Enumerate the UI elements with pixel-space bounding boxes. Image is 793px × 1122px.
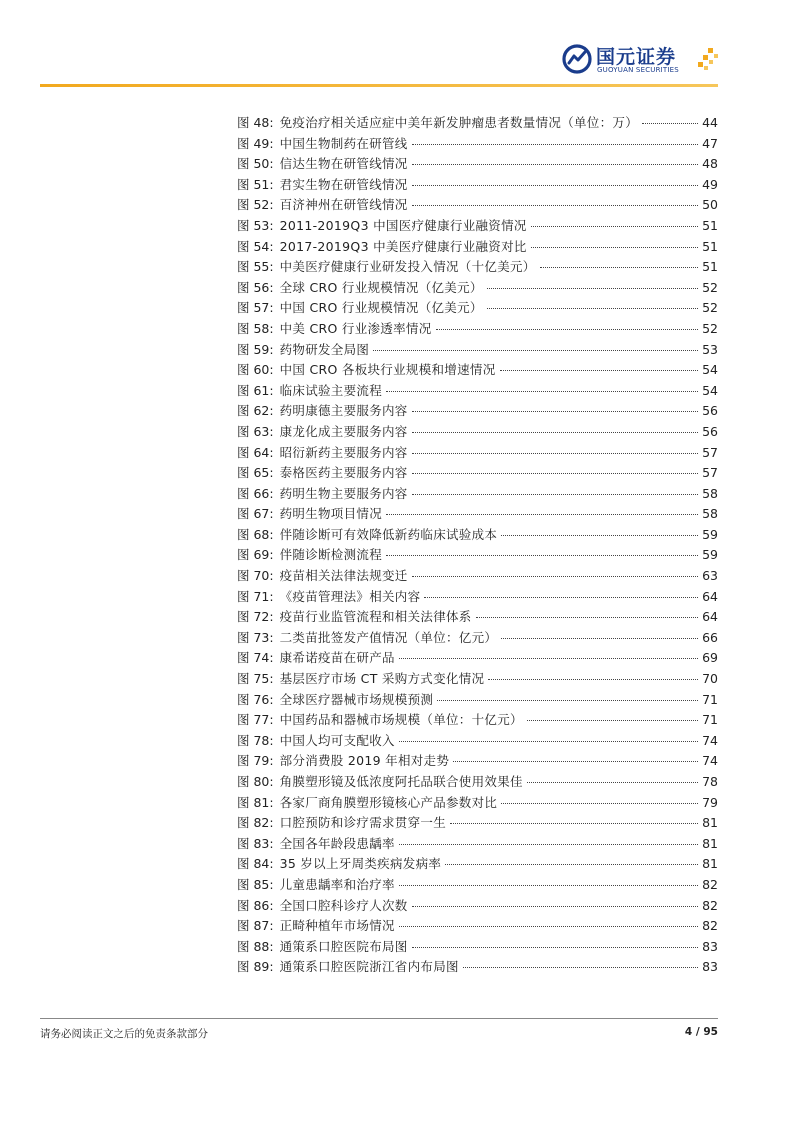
toc-figure-number: 图 82: bbox=[237, 815, 274, 831]
guoyuan-logo-icon bbox=[562, 44, 592, 74]
toc-dot-leader bbox=[412, 185, 698, 186]
toc-figure-title: 2017-2019Q3 中美医疗健康行业融资对比 bbox=[279, 238, 527, 254]
toc-page-number: 69 bbox=[702, 650, 718, 666]
toc-dot-leader bbox=[412, 164, 698, 165]
toc-dot-leader bbox=[412, 205, 698, 206]
toc-figure-title: 35 岁以上牙周类疾病发病率 bbox=[279, 856, 442, 872]
toc-figure-number: 图 66: bbox=[237, 485, 274, 501]
toc-page-number: 52 bbox=[702, 279, 718, 295]
toc-figure-title: 药物研发全局图 bbox=[279, 341, 370, 357]
page-number: 4 / 95 bbox=[684, 1026, 718, 1038]
toc-dot-leader bbox=[412, 411, 698, 412]
toc-dot-leader bbox=[540, 267, 698, 268]
toc-entry[interactable] bbox=[237, 381, 718, 402]
toc-dot-leader bbox=[373, 350, 698, 351]
toc-entry[interactable] bbox=[237, 937, 718, 958]
toc-entry[interactable] bbox=[237, 525, 718, 546]
toc-dot-leader bbox=[487, 308, 698, 309]
header-divider bbox=[40, 84, 718, 87]
toc-page-number: 70 bbox=[702, 671, 718, 687]
toc-entry[interactable] bbox=[237, 298, 718, 319]
toc-figure-title: 临床试验主要流程 bbox=[279, 382, 382, 398]
toc-page-number: 82 bbox=[702, 876, 718, 892]
toc-page-number: 49 bbox=[702, 176, 718, 192]
toc-entry[interactable] bbox=[237, 607, 718, 628]
toc-entry[interactable] bbox=[237, 793, 718, 814]
toc-dot-leader bbox=[412, 906, 698, 907]
toc-page-number: 56 bbox=[702, 403, 718, 419]
toc-figure-title: 中国药品和器械市场规模（单位：十亿元） bbox=[279, 712, 523, 728]
toc-figure-number: 图 61: bbox=[237, 382, 274, 398]
toc-dot-leader bbox=[531, 247, 698, 248]
toc-figure-title: 部分消费股 2019 年相对走势 bbox=[279, 753, 450, 769]
toc-figure-number: 图 76: bbox=[237, 691, 274, 707]
toc-figure-number: 图 71: bbox=[237, 588, 274, 604]
toc-page-number: 81 bbox=[702, 815, 718, 831]
toc-entry[interactable] bbox=[237, 257, 718, 278]
toc-figure-title: 中国人均可支配收入 bbox=[279, 732, 395, 748]
toc-figure-number: 图 51: bbox=[237, 176, 274, 192]
toc-figure-title: 二类苗批签发产值情况（单位：亿元） bbox=[279, 629, 498, 645]
footer-disclaimer: 请务必阅读正文之后的免责条款部分 bbox=[40, 1028, 208, 1040]
toc-figure-title: 康龙化成主要服务内容 bbox=[279, 423, 408, 439]
toc-dot-leader bbox=[399, 885, 698, 886]
toc-figure-number: 图 55: bbox=[237, 259, 274, 275]
toc-figure-title: 全国各年龄段患龋率 bbox=[279, 835, 395, 851]
toc-entry[interactable] bbox=[237, 896, 718, 917]
toc-figure-number: 图 60: bbox=[237, 362, 274, 378]
toc-figure-number: 图 83: bbox=[237, 835, 274, 851]
toc-figure-number: 图 85: bbox=[237, 876, 274, 892]
toc-figure-number: 图 73: bbox=[237, 629, 274, 645]
toc-figure-number: 图 79: bbox=[237, 753, 274, 769]
company-name-cn: 国元证券 bbox=[596, 46, 677, 68]
toc-figure-number: 图 49: bbox=[237, 135, 274, 151]
toc-entry[interactable] bbox=[237, 545, 718, 566]
footer-divider bbox=[40, 1018, 718, 1019]
toc-dot-leader bbox=[412, 453, 698, 454]
toc-figure-title: 药明康德主要服务内容 bbox=[279, 403, 408, 419]
toc-dot-leader bbox=[399, 844, 698, 845]
toc-dot-leader bbox=[412, 144, 698, 145]
toc-page-number: 52 bbox=[702, 300, 718, 316]
toc-figure-number: 图 52: bbox=[237, 197, 274, 213]
toc-entry[interactable] bbox=[237, 834, 718, 855]
toc-entry[interactable] bbox=[237, 443, 718, 464]
toc-page-number: 53 bbox=[702, 341, 718, 357]
toc-dot-leader bbox=[399, 658, 698, 659]
toc-page-number: 58 bbox=[702, 506, 718, 522]
toc-figure-number: 图 87: bbox=[237, 918, 274, 934]
toc-figure-title: 中美医疗健康行业研发投入情况（十亿美元） bbox=[279, 259, 536, 275]
toc-entry[interactable] bbox=[237, 484, 718, 505]
toc-figure-number: 图 57: bbox=[237, 300, 274, 316]
toc-figure-number: 图 62: bbox=[237, 403, 274, 419]
toc-dot-leader bbox=[487, 288, 698, 289]
toc-page-number: 57 bbox=[702, 465, 718, 481]
toc-dot-leader bbox=[531, 226, 698, 227]
toc-figure-title: 正畸种植年市场情况 bbox=[279, 918, 395, 934]
toc-dot-leader bbox=[453, 761, 698, 762]
toc-figure-number: 图 53: bbox=[237, 217, 274, 233]
toc-page-number: 81 bbox=[702, 856, 718, 872]
toc-figure-title: 中国 CRO 行业规模情况（亿美元） bbox=[279, 300, 483, 316]
toc-page-number: 44 bbox=[702, 115, 718, 130]
toc-dot-leader bbox=[437, 700, 698, 701]
toc-figure-title: 通策系口腔医院浙江省内布局图 bbox=[279, 959, 459, 975]
toc-entry[interactable] bbox=[237, 216, 718, 237]
toc-dot-leader bbox=[412, 494, 698, 495]
toc-page-number: 51 bbox=[702, 217, 718, 233]
toc-dot-leader bbox=[642, 123, 698, 124]
toc-entry[interactable] bbox=[237, 463, 718, 484]
toc-dot-leader bbox=[501, 803, 698, 804]
toc-figure-number: 图 69: bbox=[237, 547, 274, 563]
toc-figure-number: 图 54: bbox=[237, 238, 274, 254]
toc-figure-title: 各家厂商角膜塑形镜核心产品参数对比 bbox=[279, 794, 498, 810]
toc-figure-title: 康希诺疫苗在研产品 bbox=[279, 650, 395, 666]
toc-page-number: 58 bbox=[702, 485, 718, 501]
toc-figure-number: 图 72: bbox=[237, 609, 274, 625]
toc-page-number: 82 bbox=[702, 897, 718, 913]
toc-page-number: 48 bbox=[702, 156, 718, 172]
toc-figure-number: 图 58: bbox=[237, 320, 274, 336]
toc-figure-title: 中美 CRO 行业渗透率情况 bbox=[279, 320, 432, 336]
company-logo bbox=[562, 42, 722, 78]
toc-entry[interactable] bbox=[237, 401, 718, 422]
toc-entry[interactable] bbox=[237, 690, 718, 711]
toc-page-number: 47 bbox=[702, 135, 718, 151]
toc-dot-leader bbox=[436, 329, 699, 330]
toc-entry[interactable] bbox=[237, 175, 718, 196]
toc-page-number: 82 bbox=[702, 918, 718, 934]
toc-dot-leader bbox=[424, 597, 698, 598]
toc-page-number: 59 bbox=[702, 547, 718, 563]
toc-dot-leader bbox=[412, 947, 698, 948]
toc-figure-number: 图 65: bbox=[237, 465, 274, 481]
toc-figure-title: 泰格医药主要服务内容 bbox=[279, 465, 408, 481]
toc-dot-leader bbox=[445, 864, 698, 865]
toc-figure-title: 信达生物在研管线情况 bbox=[279, 156, 408, 172]
company-name-en: GUOYUAN SECURITIES bbox=[597, 66, 679, 74]
toc-entry[interactable] bbox=[237, 772, 718, 793]
toc-figure-title: 口腔预防和诊疗需求贯穿一生 bbox=[279, 815, 446, 831]
table-of-figures bbox=[237, 113, 718, 978]
toc-page-number: 63 bbox=[702, 568, 718, 584]
toc-dot-leader bbox=[527, 782, 698, 783]
toc-entry[interactable] bbox=[237, 504, 718, 525]
toc-figure-title: 中国 CRO 各板块行业规模和增速情况 bbox=[279, 362, 496, 378]
toc-dot-leader bbox=[501, 535, 698, 536]
toc-entry[interactable] bbox=[237, 319, 718, 340]
toc-entry[interactable] bbox=[237, 422, 718, 443]
toc-page-number: 79 bbox=[702, 794, 718, 810]
toc-dot-leader bbox=[500, 370, 699, 371]
toc-figure-number: 图 81: bbox=[237, 794, 274, 810]
toc-page-number: 78 bbox=[702, 774, 718, 789]
toc-figure-title: 基层医疗市场 CT 采购方式变化情况 bbox=[279, 671, 485, 687]
logo-decoration-icon bbox=[694, 46, 720, 72]
toc-dot-leader bbox=[476, 617, 698, 618]
toc-page-number: 74 bbox=[702, 753, 718, 769]
toc-figure-title: 伴随诊断可有效降低新药临床试验成本 bbox=[279, 526, 498, 542]
toc-figure-title: 药明生物项目情况 bbox=[279, 506, 382, 522]
toc-entry[interactable] bbox=[237, 340, 718, 361]
toc-figure-number: 图 48: bbox=[237, 115, 274, 130]
toc-entry[interactable] bbox=[237, 360, 718, 381]
toc-figure-title: 通策系口腔医院布局图 bbox=[279, 938, 408, 954]
toc-figure-number: 图 67: bbox=[237, 506, 274, 522]
toc-dot-leader bbox=[386, 555, 698, 556]
toc-dot-leader bbox=[412, 576, 698, 577]
toc-page-number: 54 bbox=[702, 362, 718, 378]
toc-figure-number: 图 77: bbox=[237, 712, 274, 728]
toc-figure-title: 全球医疗器械市场规模预测 bbox=[279, 691, 434, 707]
toc-page-number: 59 bbox=[702, 526, 718, 542]
toc-dot-leader bbox=[463, 967, 698, 968]
toc-figure-title: 伴随诊断检测流程 bbox=[279, 547, 382, 563]
toc-figure-title: 中国生物制药在研管线 bbox=[279, 135, 408, 151]
toc-page-number: 64 bbox=[702, 588, 718, 604]
toc-entry[interactable] bbox=[237, 195, 718, 216]
toc-entry[interactable] bbox=[237, 854, 718, 875]
toc-figure-number: 图 56: bbox=[237, 279, 274, 295]
toc-figure-number: 图 50: bbox=[237, 156, 274, 172]
toc-dot-leader bbox=[399, 926, 698, 927]
toc-figure-title: 儿童患龋率和治疗率 bbox=[279, 876, 395, 892]
toc-figure-title: 疫苗行业监管流程和相关法律体系 bbox=[279, 609, 472, 625]
toc-figure-number: 图 68: bbox=[237, 526, 274, 542]
toc-figure-title: 《疫苗管理法》相关内容 bbox=[279, 588, 421, 604]
toc-figure-number: 图 80: bbox=[237, 774, 274, 789]
toc-dot-leader bbox=[412, 473, 698, 474]
toc-figure-title: 百济神州在研管线情况 bbox=[279, 197, 408, 213]
toc-dot-leader bbox=[488, 679, 698, 680]
toc-dot-leader bbox=[527, 720, 698, 721]
toc-figure-number: 图 63: bbox=[237, 423, 274, 439]
toc-dot-leader bbox=[412, 432, 698, 433]
toc-figure-title: 免疫治疗相关适应症中美年新发肿瘤患者数量情况（单位：万） bbox=[279, 115, 638, 130]
toc-entry[interactable] bbox=[237, 813, 718, 834]
toc-entry[interactable] bbox=[237, 237, 718, 258]
toc-figure-number: 图 75: bbox=[237, 671, 274, 687]
toc-figure-number: 图 89: bbox=[237, 959, 274, 975]
toc-page-number: 64 bbox=[702, 609, 718, 625]
toc-figure-title: 全球 CRO 行业规模情况（亿美元） bbox=[279, 279, 483, 295]
toc-figure-number: 图 74: bbox=[237, 650, 274, 666]
toc-page-number: 51 bbox=[702, 259, 718, 275]
toc-figure-title: 药明生物主要服务内容 bbox=[279, 485, 408, 501]
toc-entry[interactable] bbox=[237, 278, 718, 299]
toc-page-number: 50 bbox=[702, 197, 718, 213]
toc-entry[interactable] bbox=[237, 113, 718, 134]
toc-page-number: 56 bbox=[702, 423, 718, 439]
toc-entry[interactable] bbox=[237, 710, 718, 731]
toc-entry[interactable] bbox=[237, 669, 718, 690]
toc-page-number: 71 bbox=[702, 712, 718, 728]
toc-page-number: 74 bbox=[702, 732, 718, 748]
toc-figure-title: 昭衍新药主要服务内容 bbox=[279, 444, 408, 460]
toc-entry[interactable] bbox=[237, 648, 718, 669]
toc-entry[interactable] bbox=[237, 628, 718, 649]
toc-page-number: 71 bbox=[702, 691, 718, 707]
toc-entry[interactable] bbox=[237, 731, 718, 752]
toc-figure-number: 图 84: bbox=[237, 856, 274, 872]
toc-dot-leader bbox=[501, 638, 698, 639]
toc-entry[interactable] bbox=[237, 587, 718, 608]
toc-page-number: 83 bbox=[702, 959, 718, 975]
toc-entry[interactable] bbox=[237, 957, 718, 978]
toc-page-number: 66 bbox=[702, 629, 718, 645]
toc-page-number: 52 bbox=[702, 320, 718, 336]
toc-figure-title: 全国口腔科诊疗人次数 bbox=[279, 897, 408, 913]
toc-figure-number: 图 78: bbox=[237, 732, 274, 748]
toc-page-number: 51 bbox=[702, 238, 718, 254]
toc-entry[interactable] bbox=[237, 916, 718, 937]
toc-figure-number: 图 88: bbox=[237, 938, 274, 954]
toc-dot-leader bbox=[399, 741, 698, 742]
toc-entry[interactable] bbox=[237, 751, 718, 772]
toc-figure-title: 角膜塑形镜及低浓度阿托品联合使用效果佳 bbox=[279, 774, 523, 789]
toc-entry[interactable] bbox=[237, 566, 718, 587]
toc-figure-number: 图 59: bbox=[237, 341, 274, 357]
toc-entry[interactable] bbox=[237, 875, 718, 896]
toc-dot-leader bbox=[386, 391, 698, 392]
toc-entry[interactable] bbox=[237, 154, 718, 175]
toc-page-number: 54 bbox=[702, 382, 718, 398]
toc-figure-number: 图 70: bbox=[237, 568, 274, 584]
toc-page-number: 81 bbox=[702, 835, 718, 851]
toc-figure-title: 2011-2019Q3 中国医疗健康行业融资情况 bbox=[279, 217, 527, 233]
toc-page-number: 83 bbox=[702, 938, 718, 954]
toc-dot-leader bbox=[386, 514, 698, 515]
toc-figure-number: 图 64: bbox=[237, 444, 274, 460]
toc-figure-number: 图 86: bbox=[237, 897, 274, 913]
toc-figure-title: 君实生物在研管线情况 bbox=[279, 176, 408, 192]
toc-figure-title: 疫苗相关法律法规变迁 bbox=[279, 568, 408, 584]
toc-page-number: 57 bbox=[702, 444, 718, 460]
toc-entry[interactable] bbox=[237, 134, 718, 155]
toc-dot-leader bbox=[450, 823, 698, 824]
